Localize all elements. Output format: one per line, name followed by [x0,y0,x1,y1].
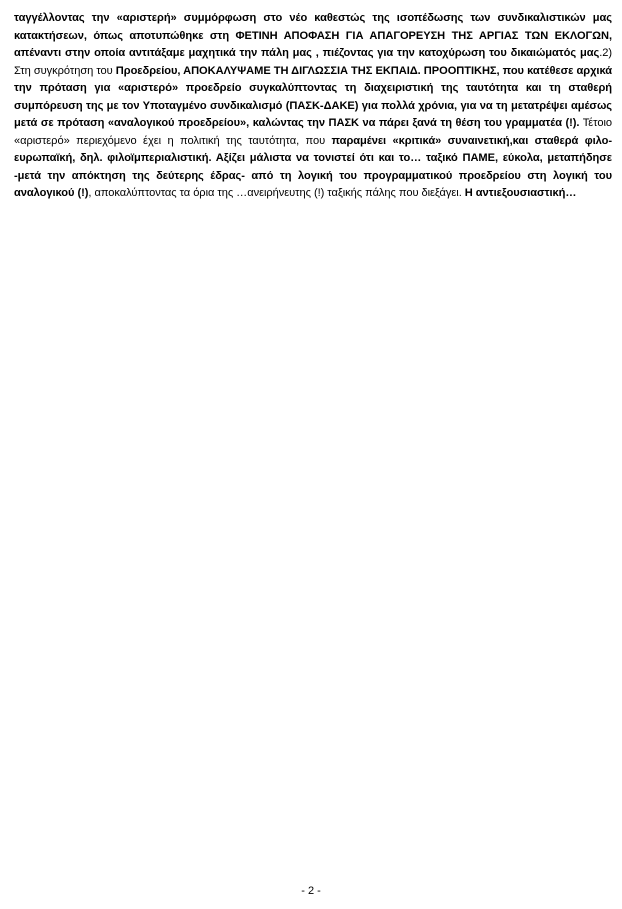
text-segment: .2) Στη συγκρότηση του [14,47,612,77]
bold-text-segment: παραμένει «κριτικά» συναινετική,και σταθερά φιλο-ευρωπαϊκή, δηλ. φιλοϊμπεριαλιστική. Αξίζει μάλιστα να τονιστεί ότι και το… ταξικό ΠΑΜΕ, εύκολα, μεταπήδησε -μετά την απόκτηση της δεύτερης έδρας- από τη λογική του προγραμματικού προεδρείου στη λογική του αναλογικού (!) [14,134,613,200]
body-text [14,10,612,203]
bold-text-segment: ταγγέλλοντας την «αριστερή» συμμόρφωση στο νέο καθεστώς της ισοπέδωσης των συνδικαλιστικών μας κατακτήσεων, όπως αποτυπώθηκε στη ΦΕΤΙΝΗ ΑΠΟΦΑΣΗ ΓΙΑ ΑΠΑΓΟΡΕΥΣΗ ΤΗΣ ΑΡΓΙΑΣ ΤΩΝ ΕΚΛΟΓΩΝ, απέναντι στην οποία αντιτάξαμε μαχητικά την πάλη μας , πιέζοντας για την κατοχύρωση του δικαιώματός μας [14,12,612,60]
text-segment: Τέτοιο «αριστερό» περιεχόμενο έχει η πολιτική της ταυτότητα, που [14,117,612,147]
bold-text-segment: Προεδρείου, ΑΠΟΚΑΛΥΨΑΜΕ ΤΗ ΔΙΓΛΩΣΣΙΑ ΤΗΣ ΕΚΠΑΙΔ. ΠΡΟΟΠΤΙΚΗΣ, που κατέθεσε αρχικά την πρόταση για «αριστερό» προεδρείο συγκαλύπτοντας τη διαχειριστική της ταυτότητα και τη σταθερή συμπόρευση της με τον Υποταγμένο συνδικαλισμό (ΠΑΣΚ-ΔΑΚΕ) για πολλά χρόνια, για να τη μετατρέψει αμέσως μετά σε πρόταση «αναλογικού προεδρείου», καλώντας την ΠΑΣΚ να πάρει ξανά τη θέση του γραμματέα (!). [14,64,612,130]
text-segment: , αποκαλύπτοντας τα όρια της …ανειρήνευτης (!) ταξικής πάλης που διεξάγει. [88,187,465,200]
bold-text-segment: Η αντιεξουσιαστική… [464,187,577,200]
page-number: - 2 - [301,885,321,897]
